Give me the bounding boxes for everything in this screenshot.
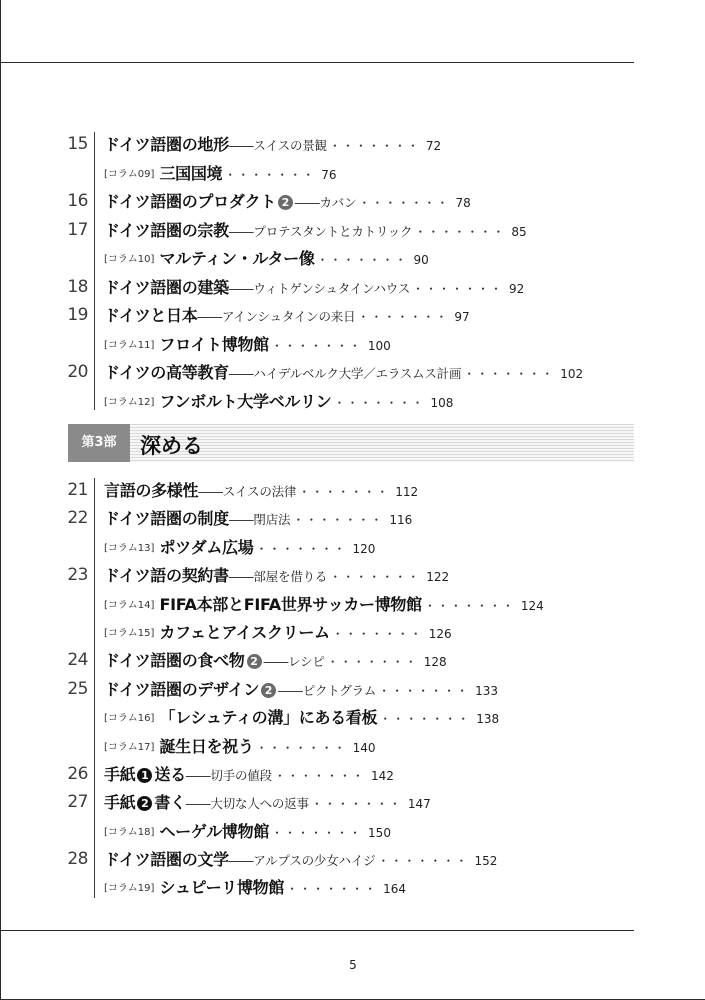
column-tag: [コラム19] bbox=[104, 883, 155, 895]
entry-title: ポツダム広場 bbox=[159, 537, 254, 557]
toc-entry bbox=[104, 390, 453, 415]
entry-page-number: 108 bbox=[430, 395, 454, 410]
entry-subtitle: ――プロテスタントとカトリック bbox=[228, 223, 413, 239]
leader-dots: ・・・・・・・ bbox=[273, 768, 365, 783]
toc-entry bbox=[104, 507, 412, 532]
entry-subtitle: ――スイスの法律 bbox=[198, 484, 297, 499]
entry-title: 手紙 bbox=[104, 793, 136, 813]
chapter-number: 19 bbox=[67, 305, 88, 325]
toc-entry bbox=[104, 479, 418, 504]
toc-entry bbox=[104, 133, 441, 158]
chapter-number: 27 bbox=[67, 792, 88, 813]
entry-page-number: 142 bbox=[370, 768, 394, 783]
entry-title: マルティン・ルター像 bbox=[159, 249, 315, 268]
entry-title: ドイツ語の契約書 bbox=[104, 566, 229, 586]
entry-page-number: 85 bbox=[511, 224, 527, 239]
leader-dots: ・・・・・・・ bbox=[298, 485, 390, 499]
toc-chapter-row[interactable] bbox=[0, 275, 634, 304]
entry-subtitle: ――カバン bbox=[294, 195, 357, 210]
part-number-badge: 2 bbox=[261, 683, 276, 698]
entry-page-number: 102 bbox=[560, 367, 584, 381]
entry-page-number: 97 bbox=[454, 310, 470, 324]
chapter-number: 28 bbox=[67, 849, 88, 870]
entry-page-number: 140 bbox=[352, 740, 376, 755]
toc-chapter-row[interactable] bbox=[0, 648, 634, 676]
toc-entry bbox=[104, 304, 470, 329]
column-tag: [コラム13] bbox=[104, 542, 155, 554]
toc-column-row[interactable] bbox=[0, 246, 634, 275]
entry-page-number: 124 bbox=[520, 598, 544, 613]
toc-entry bbox=[104, 564, 449, 589]
entry-title: ドイツ語圏の制度 bbox=[104, 509, 229, 529]
entry-title: ドイツ語圏の建築 bbox=[104, 277, 229, 297]
toc-column-row[interactable] bbox=[0, 389, 634, 418]
toc-entry bbox=[104, 536, 375, 561]
toc-entry bbox=[104, 219, 527, 244]
toc-entry bbox=[104, 848, 497, 873]
leader-dots: ・・・・・・・ bbox=[270, 338, 362, 353]
entry-page-number: 122 bbox=[426, 570, 450, 585]
leader-dots: ・・・・・・・ bbox=[378, 683, 470, 698]
leader-dots: ・・・・・・・ bbox=[329, 570, 421, 585]
leader-dots: ・・・・・・・ bbox=[255, 740, 347, 755]
leader-dots: ・・・・・・・ bbox=[255, 541, 347, 556]
leader-dots: ・・・・・・・ bbox=[423, 598, 515, 613]
toc-column-row[interactable] bbox=[0, 161, 634, 190]
column-tag: [コラム16] bbox=[104, 713, 155, 725]
toc-column-row[interactable] bbox=[0, 875, 634, 903]
toc-entry bbox=[104, 247, 429, 272]
leader-dots: ・・・・・・・ bbox=[292, 513, 384, 528]
bottom-rule bbox=[0, 930, 634, 931]
toc-column-row[interactable] bbox=[0, 592, 634, 620]
leader-dots: ・・・・・・・ bbox=[379, 712, 471, 727]
leader-dots: ・・・・・・・ bbox=[333, 395, 425, 410]
toc-entry bbox=[104, 820, 391, 845]
part-number-badge: 2 bbox=[278, 195, 293, 210]
toc-chapter-row[interactable] bbox=[0, 189, 634, 218]
toc-column-row[interactable] bbox=[0, 734, 634, 762]
entry-title: フロイト博物館 bbox=[159, 334, 269, 354]
entry-title: 言語の多様性 bbox=[104, 481, 199, 500]
entry-title: シュピーリ博物館 bbox=[159, 878, 285, 898]
page-number: 5 bbox=[349, 958, 357, 972]
leader-dots: ・・・・・・・ bbox=[463, 367, 555, 381]
toc-chapter-row[interactable] bbox=[0, 303, 634, 332]
chapter-number: 16 bbox=[67, 191, 88, 211]
entry-title: ドイツ語圏の地形 bbox=[104, 135, 229, 154]
entry-title: ヘーゲル博物館 bbox=[159, 821, 270, 841]
leader-dots: ・・・・・・・ bbox=[331, 626, 423, 641]
column-tag: [コラム09] bbox=[104, 168, 155, 180]
entry-subtitle: ――ハイデルベルク大学／エラスムス計画 bbox=[228, 366, 462, 381]
entry-subtitle: ――閉店法 bbox=[228, 512, 291, 528]
toc-chapter-row[interactable] bbox=[0, 762, 634, 790]
chapter-number: 26 bbox=[67, 763, 88, 784]
toc-entry bbox=[104, 735, 376, 760]
toc-entry bbox=[104, 276, 524, 301]
entry-page-number: 120 bbox=[352, 541, 376, 556]
entry-title: フンボルト大学ベルリン bbox=[159, 391, 332, 411]
toc-entry bbox=[104, 593, 544, 618]
entry-subtitle: ――ウィトゲンシュタインハウス bbox=[228, 280, 411, 296]
chapter-number: 22 bbox=[67, 508, 88, 529]
entry-subtitle: ――アインシュタインの来日 bbox=[197, 309, 356, 324]
leader-dots: ・・・・・・・ bbox=[357, 310, 449, 324]
column-tag: [コラム15] bbox=[104, 627, 155, 639]
leader-dots: ・・・・・・・ bbox=[271, 825, 363, 840]
toc-entry bbox=[104, 791, 431, 816]
entry-title: 誕生日を祝う bbox=[159, 736, 254, 756]
toc-column-row[interactable] bbox=[0, 332, 634, 361]
part-number-badge: 2 bbox=[247, 654, 262, 669]
entry-title: 手紙 bbox=[104, 764, 136, 784]
chapter-number: 24 bbox=[67, 650, 88, 671]
leader-dots: ・・・・・・・ bbox=[310, 797, 402, 812]
entry-page-number: 133 bbox=[475, 683, 499, 698]
toc-column-row[interactable] bbox=[0, 620, 634, 648]
toc-column-row[interactable] bbox=[0, 535, 634, 563]
leader-dots: ・・・・・・・ bbox=[412, 281, 504, 296]
entry-title-continued: 書く bbox=[154, 793, 186, 813]
entry-title: FIFA本部とFIFA世界サッカー博物館 bbox=[159, 594, 422, 614]
toc-chapter-row[interactable] bbox=[0, 478, 634, 506]
toc-section-part2 bbox=[0, 132, 634, 417]
entry-title: 三国国境 bbox=[159, 163, 223, 183]
toc-entry bbox=[104, 361, 583, 386]
leader-dots: ・・・・・・・ bbox=[326, 655, 418, 670]
entry-page-number: 164 bbox=[383, 882, 406, 897]
entry-subtitle: ――レシピ bbox=[263, 654, 325, 670]
chapter-number: 18 bbox=[67, 276, 88, 297]
entry-page-number: 138 bbox=[476, 712, 500, 727]
column-tag: [コラム10] bbox=[104, 254, 155, 265]
toc-entry bbox=[104, 678, 498, 703]
entry-title-continued: 送る bbox=[154, 764, 186, 784]
entry-title: ドイツ語圏の文学 bbox=[104, 850, 229, 870]
part-number-badge: 2 bbox=[137, 796, 152, 811]
entry-page-number: 72 bbox=[425, 139, 442, 153]
entry-page-number: 126 bbox=[428, 626, 452, 641]
column-tag: [コラム12] bbox=[104, 396, 155, 408]
column-tag: [コラム11] bbox=[104, 339, 155, 351]
part-title: 深める bbox=[140, 434, 203, 458]
leader-dots: ・・・・・・・ bbox=[358, 196, 450, 210]
entry-page-number: 116 bbox=[389, 513, 413, 528]
part-label: 第3部 bbox=[68, 424, 130, 462]
entry-subtitle: ――アルプスの少女ハイジ bbox=[228, 853, 376, 869]
toc-chapter-row[interactable] bbox=[0, 360, 634, 389]
entry-title: ドイツ語圏のプロダクト bbox=[104, 192, 276, 211]
toc-chapter-row[interactable] bbox=[0, 132, 634, 161]
toc-entry bbox=[104, 763, 394, 788]
toc-chapter-row[interactable] bbox=[0, 847, 634, 875]
chapter-number: 20 bbox=[67, 362, 88, 382]
entry-title: カフェとアイスクリーム bbox=[159, 622, 330, 642]
entry-title: ドイツ語圏の食べ物 bbox=[104, 651, 245, 671]
toc-entry bbox=[104, 706, 499, 731]
toc-entry bbox=[104, 621, 452, 646]
entry-subtitle: ――部屋を借りる bbox=[228, 569, 328, 585]
toc-entry bbox=[104, 162, 337, 187]
entry-title: ドイツと日本 bbox=[104, 306, 198, 325]
entry-title: ドイツ語圏のデザイン bbox=[104, 679, 260, 699]
entry-page-number: 150 bbox=[368, 825, 391, 840]
part-number-badge: 1 bbox=[137, 768, 152, 783]
entry-subtitle: ――ピクトグラム bbox=[278, 682, 377, 698]
leader-dots: ・・・・・・・ bbox=[286, 882, 378, 897]
leader-dots: ・・・・・・・ bbox=[316, 253, 408, 267]
toc-chapter-row[interactable] bbox=[0, 218, 634, 247]
chapter-number: 17 bbox=[67, 219, 88, 240]
toc-chapter-row[interactable] bbox=[0, 790, 634, 818]
leader-dots: ・・・・・・・ bbox=[224, 167, 316, 182]
entry-page-number: 76 bbox=[321, 167, 337, 182]
chapter-number: 15 bbox=[67, 134, 88, 154]
leader-dots: ・・・・・・・ bbox=[328, 139, 420, 153]
entry-page-number: 90 bbox=[413, 253, 429, 267]
toc-column-row[interactable] bbox=[0, 819, 634, 847]
chapter-number: 21 bbox=[67, 480, 88, 500]
entry-page-number: 128 bbox=[423, 655, 447, 670]
entry-title: ドイツ語圏の宗教 bbox=[104, 220, 229, 240]
leader-dots: ・・・・・・・ bbox=[377, 854, 469, 869]
top-rule bbox=[0, 62, 634, 63]
entry-title: 「レシュティの溝」にある看板 bbox=[159, 708, 378, 728]
chapter-number: 25 bbox=[67, 678, 88, 699]
entry-subtitle: ――切手の値段 bbox=[185, 767, 272, 783]
entry-page-number: 112 bbox=[395, 485, 419, 499]
toc-entry bbox=[104, 876, 406, 901]
toc-column-row[interactable] bbox=[0, 705, 634, 733]
leader-dots: ・・・・・・・ bbox=[414, 224, 506, 239]
toc-section-part3 bbox=[0, 478, 634, 904]
entry-page-number: 147 bbox=[407, 797, 431, 812]
chapter-number: 23 bbox=[67, 565, 88, 586]
entry-subtitle: ――大切な人への返事 bbox=[185, 796, 309, 812]
toc-chapter-row[interactable] bbox=[0, 506, 634, 534]
column-tag: [コラム14] bbox=[104, 599, 155, 611]
entry-page-number: 78 bbox=[455, 196, 471, 210]
column-tag: [コラム18] bbox=[104, 826, 155, 838]
toc-chapter-row[interactable] bbox=[0, 563, 634, 591]
column-tag: [コラム17] bbox=[104, 741, 155, 753]
entry-page-number: 92 bbox=[509, 281, 525, 296]
toc-entry bbox=[104, 333, 391, 358]
entry-subtitle: ――スイスの景観 bbox=[228, 138, 327, 153]
entry-title: ドイツの高等教育 bbox=[104, 363, 229, 382]
toc-entry bbox=[104, 649, 447, 674]
entry-page-number: 152 bbox=[474, 854, 498, 869]
toc-entry bbox=[104, 190, 471, 215]
entry-page-number: 100 bbox=[367, 338, 391, 353]
part-header bbox=[68, 424, 634, 462]
toc-chapter-row[interactable] bbox=[0, 677, 634, 705]
